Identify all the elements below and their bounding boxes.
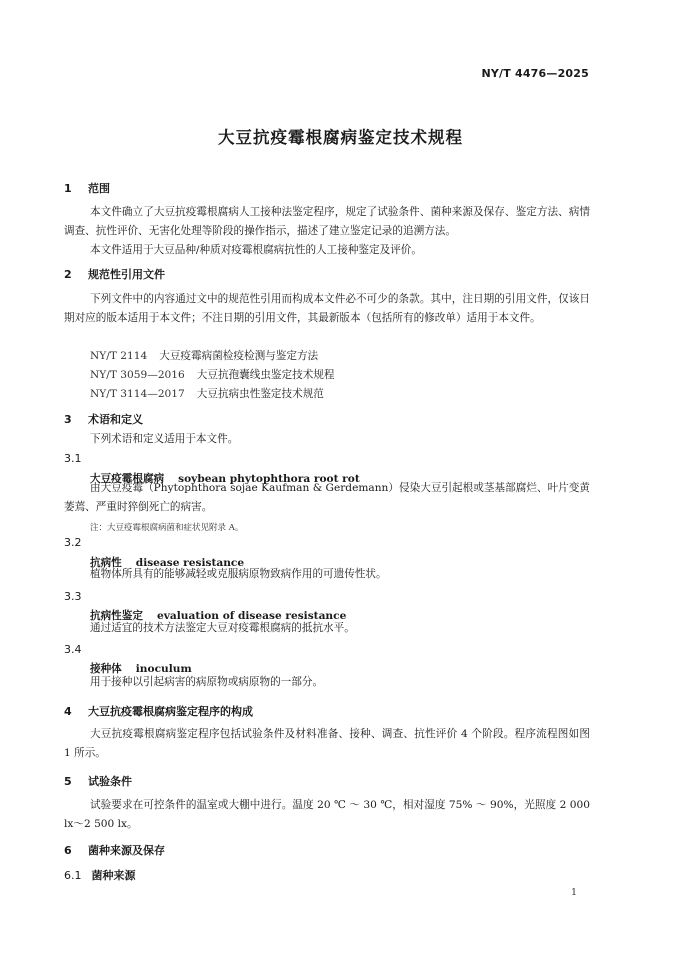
section-1-paragraph-1: 本文件确立了大豆抗疫霉根腐病人工接种法鉴定程序，规定了试验条件、菌种来源及保存、鉴定方法、病情调查、抗性评价、无害化处理等阶段的操作指示，描述了建立鉴定记录的追溯方法。: [64, 206, 590, 237]
section-5-paragraph-1: 试验要求在可控条件的温室或大棚中进行。温度 20 ℃ ～ 30 ℃，相对湿度 75% ～ 90%，光照度 2 000 lx～2 500 lx。: [64, 799, 590, 830]
term-number: 3.1: [64, 452, 82, 465]
section-2-paragraph-1: 下列文件中的内容通过文中的规范性引用而构成本文件必不可少的条款。其中，注日期的引用文件，仅该日期对应的版本适用于本文件；不注日期的引用文件，其最新版本（包括所有的修改单）适用于本文件。: [64, 293, 590, 324]
term-definition: 植物体所具有的能够减轻或克服病原物致病作用的可遗传性状。: [90, 568, 387, 580]
section-number: 3: [64, 413, 72, 426]
term-note: 注：大豆疫霉根腐病菌和症状见附录 A。: [90, 523, 244, 533]
section-title: 大豆抗疫霉根腐病鉴定程序的构成: [88, 705, 253, 718]
reference-code: NY/T 2114: [90, 350, 148, 362]
term-en: evaluation of disease resistance: [156, 610, 347, 622]
term-zh: 大豆疫霉根腐病: [90, 473, 165, 485]
section-4-heading: [64, 703, 253, 719]
term-zh: 抗病性: [90, 557, 122, 569]
reference-item: [90, 348, 318, 363]
section-3-paragraph-1: 下列术语和定义适用于本文件。: [90, 433, 239, 445]
term-number: 3.2: [64, 536, 82, 549]
term-definition: 通过适宜的技术方法鉴定大豆对疫霉根腐病的抵抗水平。: [90, 622, 355, 634]
section-5-heading: [64, 773, 132, 789]
reference-item: [90, 367, 335, 382]
term-en: inoculum: [135, 663, 192, 675]
section-6-heading: [64, 842, 165, 858]
term-definition: 用于接种以引起病害的病原物或病原物的一部分。: [90, 676, 324, 688]
term-en: soybean phytophthora root rot: [178, 473, 360, 485]
section-1-paragraph-2: 本文件适用于大豆品种/种质对疫霉根腐病抗性的人工接种鉴定及评价。: [90, 244, 422, 256]
reference-code: NY/T 3114—2017: [90, 388, 185, 400]
section-number: 4: [64, 705, 72, 718]
section-title: 范围: [88, 182, 110, 195]
term-definition: 由大豆疫霉（Phytophthora sojae Kaufman & Gerdemann）侵染大豆引起根或茎基部腐烂、叶片变黄萎蔫、严重时猝倒死亡的病害。: [64, 482, 590, 513]
reference-title: 大豆抗孢囊线虫鉴定技术规程: [196, 369, 335, 381]
document-title: 大豆抗疫霉根腐病鉴定技术规程: [218, 128, 463, 147]
section-number: 5: [64, 775, 72, 788]
reference-code: NY/T 3059—2016: [90, 369, 185, 381]
section-4-paragraph-1: 大豆抗疫霉根腐病鉴定程序包括试验条件及材料准备、接种、调查、抗性评价 4 个阶段。程序流程图如图 1 所示。: [64, 728, 590, 759]
page-number: 1: [570, 887, 577, 898]
section-number: 6: [64, 844, 72, 857]
term-zh: 抗病性鉴定: [90, 610, 143, 622]
section-title: 试验条件: [88, 775, 132, 788]
section-title: 规范性引用文件: [88, 268, 165, 281]
reference-title: 大豆抗病虫性鉴定技术规范: [196, 388, 324, 400]
standard-code: NY/T 4476—2025: [481, 67, 589, 80]
section-1-heading: [64, 180, 110, 196]
term-zh: 接种体: [90, 663, 122, 675]
subsection-6-1-heading: [64, 867, 136, 883]
subsection-title: 菌种来源: [91, 869, 136, 882]
section-3-heading: [64, 411, 143, 427]
reference-title: 大豆疫霉病菌检疫检测与鉴定方法: [159, 350, 319, 362]
section-2-heading: [64, 266, 165, 282]
subsection-number: 6.1: [64, 869, 82, 882]
section-title: 菌种来源及保存: [88, 844, 165, 857]
term-number: 3.4: [64, 643, 82, 656]
section-title: 术语和定义: [88, 413, 143, 426]
term-en: disease resistance: [135, 557, 245, 569]
section-number: 1: [64, 182, 72, 195]
section-number: 2: [64, 268, 72, 281]
term-number: 3.3: [64, 590, 82, 603]
reference-item: [90, 386, 324, 401]
